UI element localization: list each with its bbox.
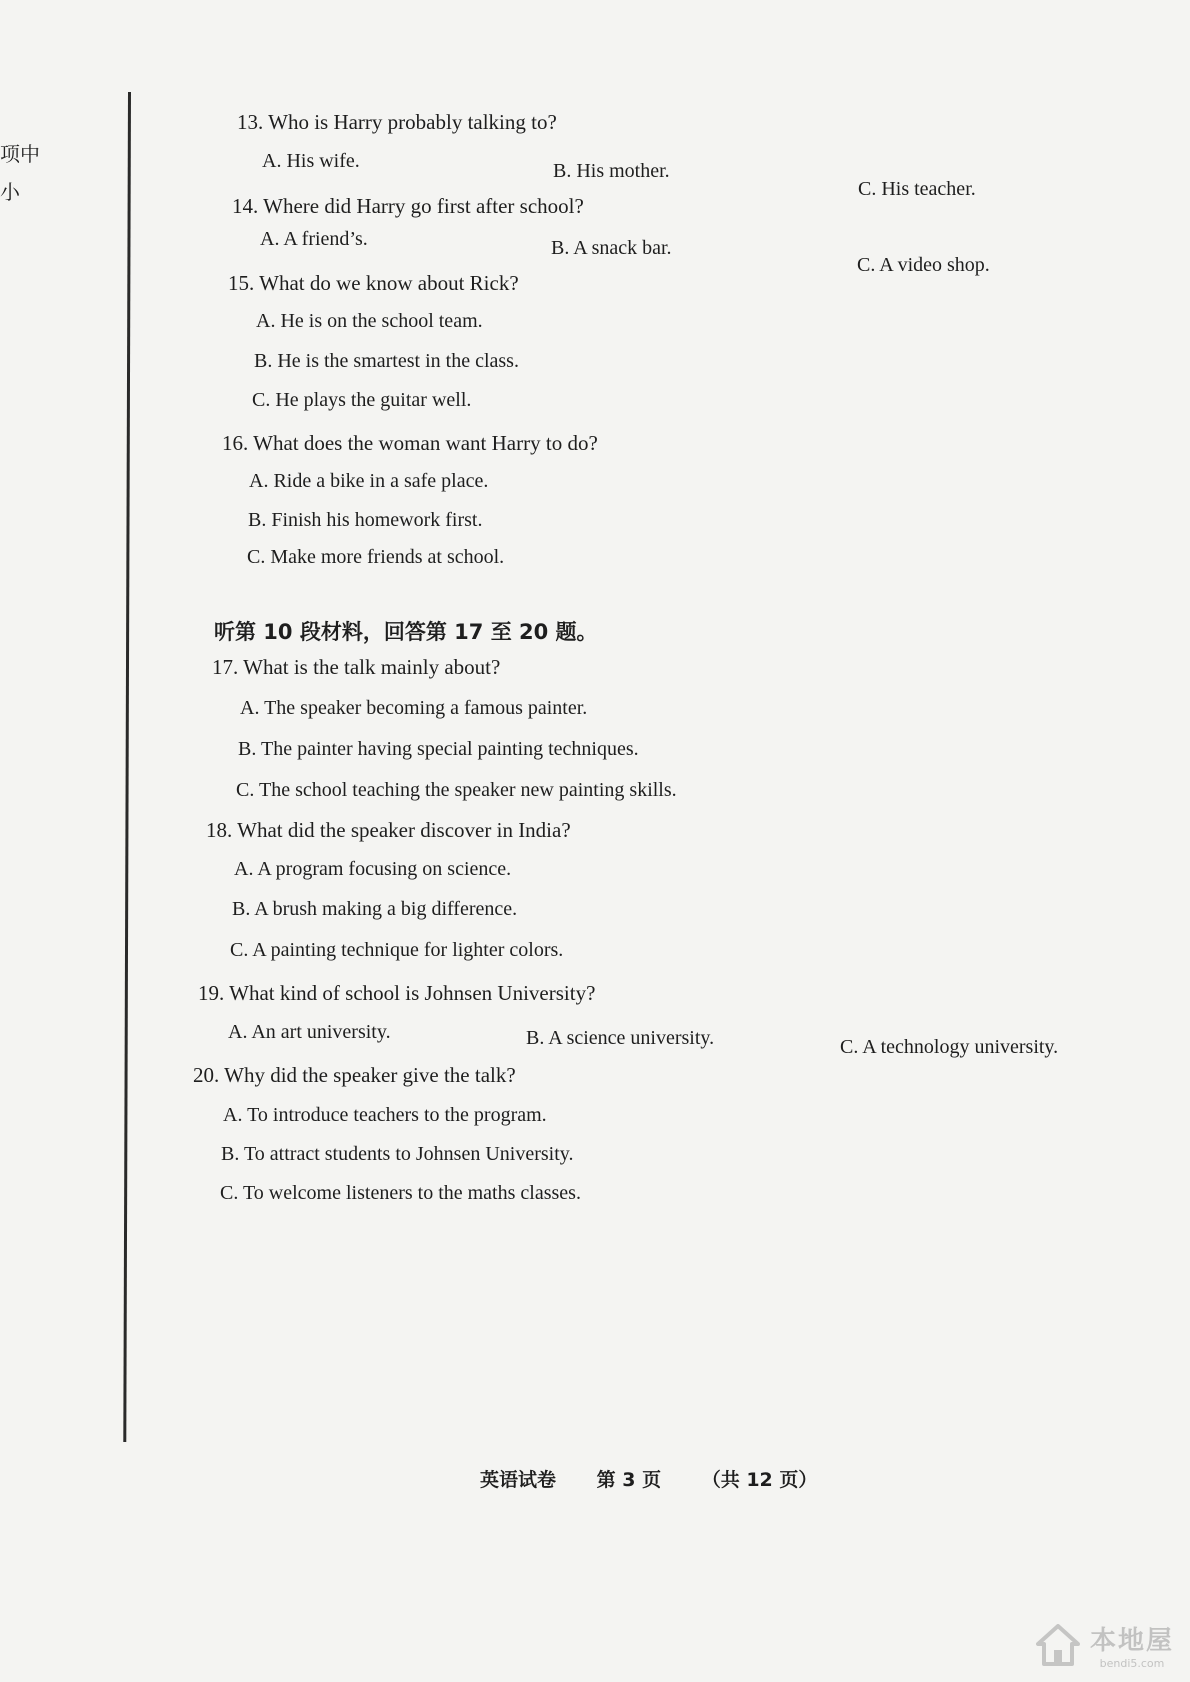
option-20b: B. To attract students to Johnsen University.	[221, 1143, 574, 1165]
option-15b: B. He is the smartest in the class.	[254, 350, 519, 372]
question-14: 14. Where did Harry go first after school?	[232, 194, 584, 218]
footer-subject: 英语试卷	[480, 1469, 557, 1491]
option-19a: A. An art university.	[228, 1021, 391, 1043]
option-16b: B. Finish his homework first.	[248, 509, 483, 531]
question-13: 13. Who is Harry probably talking to?	[237, 110, 557, 134]
option-16a: A. Ride a bike in a safe place.	[249, 470, 489, 492]
watermark-name: 本地屋	[1089, 1626, 1174, 1656]
option-13c: C. His teacher.	[858, 178, 976, 200]
footer-page: 第 3 页	[596, 1469, 662, 1491]
option-17a: A. The speaker becoming a famous painter.	[240, 697, 588, 719]
footer-total: （共 12 页）	[701, 1469, 818, 1491]
option-14c: C. A video shop.	[857, 254, 990, 276]
page-footer	[480, 1465, 851, 1492]
option-14a: A. A friend’s.	[260, 228, 368, 250]
question-17: 17. What is the talk mainly about?	[212, 655, 501, 679]
option-17c: C. The school teaching the speaker new painting skills.	[236, 779, 677, 801]
option-19b: B. A science university.	[526, 1027, 715, 1049]
edge-text: 项中	[0, 142, 40, 166]
house-icon	[1034, 1622, 1082, 1668]
option-20c: C. To welcome listeners to the maths classes.	[220, 1182, 581, 1204]
question-20: 20. Why did the speaker give the talk?	[193, 1063, 516, 1087]
watermark	[1034, 1620, 1174, 1670]
option-16c: C. Make more friends at school.	[247, 546, 505, 568]
option-17b: B. The painter having special painting techniques.	[238, 738, 639, 760]
option-20a: A. To introduce teachers to the program.	[223, 1104, 547, 1126]
option-14b: B. A snack bar.	[551, 237, 672, 259]
option-19c: C. A technology university.	[840, 1036, 1059, 1058]
edge-text: 小	[0, 180, 20, 204]
option-18a: A. A program focusing on science.	[234, 858, 512, 880]
option-13b: B. His mother.	[553, 160, 670, 182]
watermark-url: bendi5.com	[1099, 1657, 1165, 1670]
question-16: 16. What does the woman want Harry to do?	[222, 431, 598, 455]
question-15: 15. What do we know about Rick?	[228, 271, 519, 295]
section-heading: 听第 10 段材料，回答第 17 至 20 题。	[214, 620, 598, 644]
question-19: 19. What kind of school is Johnsen University?	[198, 981, 596, 1005]
option-18c: C. A painting technique for lighter colors.	[230, 939, 564, 961]
margin-line	[123, 92, 131, 1442]
option-18b: B. A brush making a big difference.	[232, 898, 518, 920]
option-15c: C. He plays the guitar well.	[252, 389, 472, 411]
option-15a: A. He is on the school team.	[256, 310, 483, 332]
question-18: 18. What did the speaker discover in India?	[206, 818, 571, 842]
option-13a: A. His wife.	[262, 150, 360, 172]
